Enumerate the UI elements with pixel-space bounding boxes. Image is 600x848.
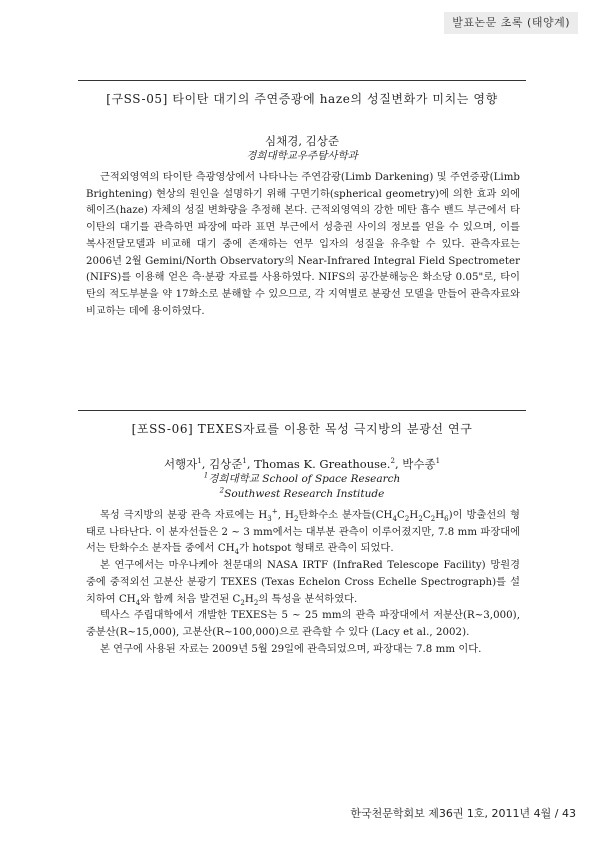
text-run: H bbox=[435, 510, 445, 521]
affiliation-line bbox=[78, 487, 526, 502]
title-rule-top bbox=[78, 80, 526, 81]
abstract-title-text-2: TEXES자료를 이용한 목성 극지방의 분광선 연구 bbox=[197, 422, 473, 436]
author-name: Thomas K. Greathouse. bbox=[254, 457, 391, 471]
subscript: 4 bbox=[234, 548, 240, 557]
author-name: 김상준 bbox=[209, 457, 243, 471]
text-run: H bbox=[409, 510, 419, 521]
text-run: 본 연구에서는 마우나케아 천문대의 NASA IRTF (InfraRed Telescope Facility) 망원경 중에 중적외선 고분산 분광기 TEXES (Texas Echelon Cross Echelle Spectrograph)를 설치하여 CH bbox=[86, 560, 520, 605]
abstract-paragraph: 근적외영역의 타이탄 측광영상에서 나타나는 주연감광(Limb Darkening) 및 주연증광(Limb Brightening) 현상의 원인을 설명하기 위해 구면기하(spherical geometry)에 의한 효과 외에 헤이즈(haze) 자체의 성질 변화량을 추정해 본다. 근적외영역의 강한 메탄 흡수 밴드 부근에서 타이탄의 대기를 관측하면 파장에 따라 표면 부근에서 성층권 사이의 정보를 얻을 수 있으며, 이를 복사전달모델과 비교해 대기 중에 존재하는 연무 입자의 성질을 유추할 수 있다. 관측자료는 2006년 2월 Gemini/North Observatory의 Near-Infrared Integral Field Spectrometer (NIFS)를 이용해 얻은 측·분광 자료를 사용하였다. NIFS의 공간분해능은 화소당 0.05"로, 타이탄의 적도부분을 약 17화소로 분해할 수 있으므로, 각 지역별로 분광선 모델을 만들어 관측자료와 비교하는 데에 용이하였다. bbox=[86, 172, 520, 317]
abstract-title-1 bbox=[78, 90, 526, 107]
text-run: H bbox=[244, 593, 254, 605]
author-sup: 2 bbox=[390, 457, 395, 466]
author-sup: 1 bbox=[242, 457, 247, 466]
authors-1: 심채경, 김상준 bbox=[265, 134, 339, 148]
subscript: 6 bbox=[444, 515, 449, 524]
text-run: 목성 극지방의 분광 관측 자료에는 H bbox=[100, 510, 268, 521]
subscript: 4 bbox=[392, 515, 397, 524]
text-run: 의 특성을 분석하였다. bbox=[258, 593, 358, 605]
author-sup: 1 bbox=[435, 457, 441, 466]
section-tag: 발표논문 초록 (태양계) bbox=[444, 12, 578, 34]
subscript: 2 bbox=[418, 515, 423, 524]
text-run: C bbox=[422, 510, 431, 521]
title-rule-top-2 bbox=[78, 410, 526, 411]
text-run: 와 함께 처음 발견된 C bbox=[140, 593, 241, 605]
affiliation-sup: 1 bbox=[203, 471, 209, 480]
subscript: 2 bbox=[404, 515, 410, 524]
abstract-paragraph: 본 연구에 사용된 자료는 2009년 5월 29일에 관측되었으며, 파장대는 7.8 mm 이다. bbox=[100, 643, 482, 655]
abstract-body-1 bbox=[86, 170, 520, 320]
author-sep: , bbox=[201, 457, 210, 471]
abstract-paragraph: 텍사스 주립대학에서 개발한 TEXES는 5 ~ 25 mm의 관측 파장대에서 저분산(R~3,000), 중분산(R~15,000), 고분산(R~100,000)으로 관측할 수 있다 (Lacy et al., 2002). bbox=[86, 610, 520, 638]
author-name: 박수종 bbox=[402, 457, 436, 471]
subscript: 2 bbox=[240, 598, 245, 607]
subscript: 2 bbox=[430, 515, 436, 524]
text-run: C bbox=[397, 510, 405, 521]
author-name: 서행자 bbox=[163, 457, 198, 471]
author-sep: , bbox=[394, 457, 403, 471]
abstract-code-2: [포SS-06] bbox=[131, 422, 194, 436]
superscript: + bbox=[271, 507, 278, 516]
affiliation-name: Southwest Research Institude bbox=[224, 488, 385, 500]
subscript: 2 bbox=[293, 515, 299, 524]
affiliation-sup: 2 bbox=[219, 486, 225, 495]
abstract-paragraph bbox=[86, 508, 520, 558]
affiliation-line bbox=[78, 472, 526, 487]
author-sup: 1 bbox=[197, 457, 202, 466]
abstract-paragraph bbox=[86, 558, 520, 608]
abstract-title-2 bbox=[78, 420, 526, 437]
page-footer: 한국천문학회보 제36권 1호, 2011년 4월 / 43 bbox=[350, 807, 576, 820]
abstract-code-1: [구SS-05] bbox=[106, 92, 168, 106]
subscript: 3 bbox=[267, 515, 272, 524]
text-run: 가 hotspot 형태로 관측이 되었다. bbox=[239, 543, 394, 555]
text-run: )이 방출선의 형태로 나타난다. 이 분자선들은 2 ~ 3 mm에서는 대부분 관측이 이루어졌지만, 7.8 mm 파장대에서는 탄화수소 분자들 중에서 CH bbox=[86, 510, 520, 555]
author-sep: , bbox=[246, 457, 255, 471]
text-run: , H bbox=[277, 510, 294, 521]
subscript: 2 bbox=[253, 598, 259, 607]
authors-2 bbox=[78, 456, 526, 472]
abstract-body-2 bbox=[86, 508, 520, 658]
affiliation-name: 경희대학교 School of Space Research bbox=[208, 473, 401, 485]
subscript: 4 bbox=[135, 598, 141, 607]
text-run: 탄화수소 분자들(CH bbox=[298, 510, 393, 521]
abstract-title-text-1: 타이탄 대기의 주연증광에 haze의 성질변화가 미치는 영향 bbox=[172, 92, 498, 106]
affiliations-2 bbox=[78, 472, 526, 502]
affiliation-1: 경희대학교우주탐사학과 bbox=[246, 150, 358, 162]
